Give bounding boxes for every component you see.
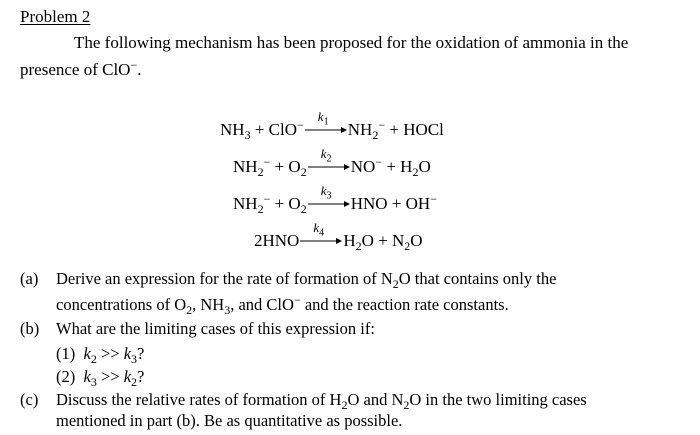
rate-constant-k4: $k_4$ (313, 220, 325, 239)
reaction-1 (220, 109, 444, 142)
question-b-case-1: (1) $k_2 >> k_3$? (56, 344, 145, 366)
reaction-4 (254, 220, 423, 253)
rate-constant-k2: $k_2$ (320, 146, 332, 165)
problem-title: Problem 2 (20, 7, 91, 26)
question-c-line-2: mentioned in part (b). Be as quantitative as possible. (56, 411, 403, 430)
reaction-arrow-icon (300, 220, 342, 246)
reaction-arrow-icon (305, 109, 347, 135)
reaction-2-right: $NO^- + H_2O$ (350, 155, 431, 179)
question-b-case-2: (2) $k_3 >> k_2$? (56, 367, 145, 389)
reaction-1-right: $NH_2^-$ + HOCl (347, 118, 444, 142)
reaction-2-left: $NH_2^- + O_2$ (233, 155, 307, 179)
intro-line-2-text: presence of ClO (20, 60, 131, 79)
reaction-4-left: 2HNO (254, 231, 300, 250)
intro-line-2: presence of ClO−. (20, 58, 142, 79)
reaction-arrow-icon (308, 146, 350, 172)
question-b-label: (b) (20, 319, 40, 338)
intro-line-1: The following mechanism has been proposed for the oxidation of ammonia in the (74, 33, 629, 52)
reaction-1-left: $NH_3 + ClO^-$ (220, 118, 304, 142)
reaction-3-left: $NH_2^- + O_2$ (233, 192, 307, 216)
question-c-line-1: Discuss the relative rates of formation of $H_2O$ and $N_2O$ in the two limiting cases (56, 390, 587, 412)
question-a-line-2: concentrations of $O_2$, $NH_3$, and ClO− and the reaction rate constants. (56, 293, 509, 317)
question-b-text: What are the limiting cases of this expression if: (56, 319, 375, 338)
reaction-arrow-icon (308, 183, 350, 209)
reaction-3 (233, 183, 437, 216)
question-a-label: (a) (20, 269, 39, 288)
reaction-3-right: HNO + OH− (350, 192, 437, 213)
rate-constant-k1: $k_1$ (317, 109, 329, 128)
question-a-line-1: Derive an expression for the rate of formation of $N_2O$ that contains only the (56, 269, 557, 291)
reaction-2 (233, 146, 431, 179)
rate-constant-k3: $k_3$ (320, 183, 332, 202)
question-c-label: (c) (20, 390, 39, 409)
reaction-4-right: $H_2O + N_2O$ (343, 231, 423, 253)
